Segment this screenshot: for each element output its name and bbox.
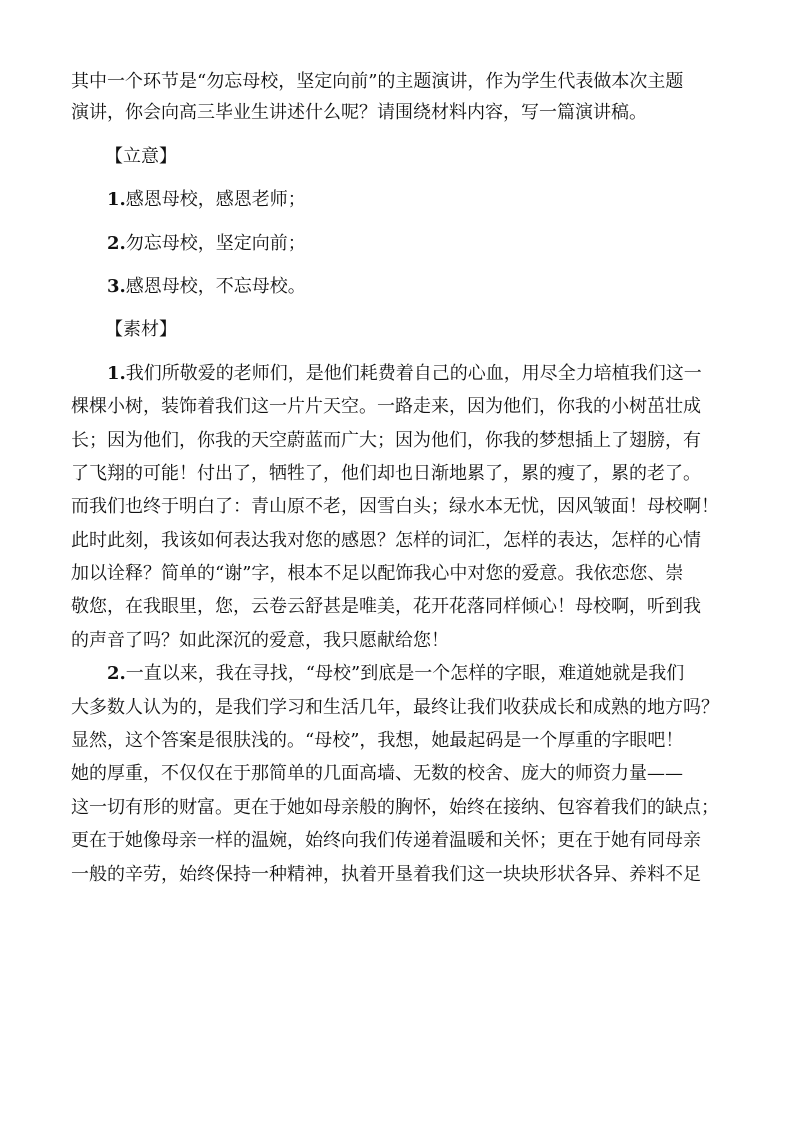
- sucai-paragraph-2-line-3: 显然，这个答案是很肤浅的。“母校”，我想，她最起码是一个厚重的字眼吧！: [71, 730, 684, 752]
- liyi-item-3: [71, 271, 736, 302]
- liyi-item-2-text: 勿忘母校，坚定向前；: [125, 232, 306, 254]
- sucai-paragraph-1-line-7: 加以诠释？简单的“谢”字，根本不足以配饰我心中对您的爱意。我依恋您、崇: [71, 563, 684, 585]
- sucai-paragraph-1-line-3: 长；因为他们，你我的天空蔚蓝而广大；因为他们，你我的梦想插上了翅膀，有: [71, 429, 701, 451]
- sucai-paragraph-2-number: 2.: [107, 663, 126, 685]
- sucai-paragraph-2-line-1: [71, 658, 736, 689]
- sucai-paragraph-1-number: 1.: [107, 362, 126, 384]
- sucai-paragraph-1-line-5: 而我们也终于明白了：青山原不老，因雪白头；绿水本无忧，因风皱面！母校啊！: [71, 496, 719, 518]
- sucai-paragraph-1-first: 我们所敬爱的老师们，是他们耗费着自己的心血，用尽全力培植我们这一: [125, 362, 702, 384]
- sucai-paragraph-2-first: 一直以来，我在寻找，“母校”到底是一个怎样的字眼，难道她就是我们: [125, 663, 685, 685]
- section-heading-sucai: 【素材】: [105, 319, 177, 341]
- liyi-item-2-number: 2.: [107, 232, 126, 254]
- liyi-item-2: [71, 228, 736, 259]
- section-heading-liyi: 【立意】: [105, 145, 177, 167]
- liyi-item-3-text: 感恩母校，不忘母校。: [125, 275, 306, 297]
- sucai-paragraph-1-line-1: [71, 358, 736, 389]
- sucai-paragraph-1-line-2: 棵棵小树，装饰着我们这一片片天空。一路走来，因为他们，你我的小树茁壮成: [71, 396, 701, 418]
- intro-line-2: 演讲，你会向高三毕业生讲述什么呢？请围绕材料内容，写一篇演讲稿。: [71, 102, 647, 124]
- sucai-paragraph-2-line-2: 大多数人认为的，是我们学习和生活几年，最终让我们收获成长和成熟的地方吗？: [71, 696, 719, 718]
- sucai-paragraph-1-line-4: 了飞翔的可能！付出了，牺牲了，他们却也日渐地累了，累的瘦了，累的老了。: [71, 462, 701, 484]
- sucai-paragraph-1-line-9: 的声音了吗？如此深沉的爱意，我只愿献给您！: [71, 629, 449, 651]
- sucai-paragraph-2-line-6: 更在于她像母亲一样的温婉，始终向我们传递着温暖和关怀；更在于她有同母亲: [71, 830, 701, 852]
- sucai-paragraph-2-line-7: 一般的辛劳，始终保持一种精神，执着开垦着我们这一块块形状各异、养料不足: [71, 863, 701, 885]
- document-body: [71, 66, 736, 890]
- sucai-paragraph-1-line-6: 此时此刻，我该如何表达我对您的感恩？怎样的词汇，怎样的表达，怎样的心情: [71, 529, 701, 551]
- liyi-item-1: [71, 184, 736, 215]
- liyi-item-3-number: 3.: [107, 275, 126, 297]
- intro-line-1: 其中一个环节是“勿忘母校，坚定向前”的主题演讲，作为学生代表做本次主题: [71, 71, 684, 92]
- liyi-item-1-text: 感恩母校，感恩老师；: [125, 189, 306, 211]
- liyi-item-1-number: 1.: [107, 189, 126, 211]
- sucai-paragraph-1-line-8: 敬您，在我眼里，您，云卷云舒甚是唯美，花开花落同样倾心！母校啊，听到我: [71, 596, 701, 618]
- sucai-paragraph-2-line-4: 她的厚重，不仅仅在于那简单的几面高墙、无数的校舍、庞大的师资力量——: [71, 763, 683, 785]
- sucai-paragraph-2-line-5: 这一切有形的财富。更在于她如母亲般的胸怀，始终在接纳、包容着我们的缺点；: [71, 796, 719, 818]
